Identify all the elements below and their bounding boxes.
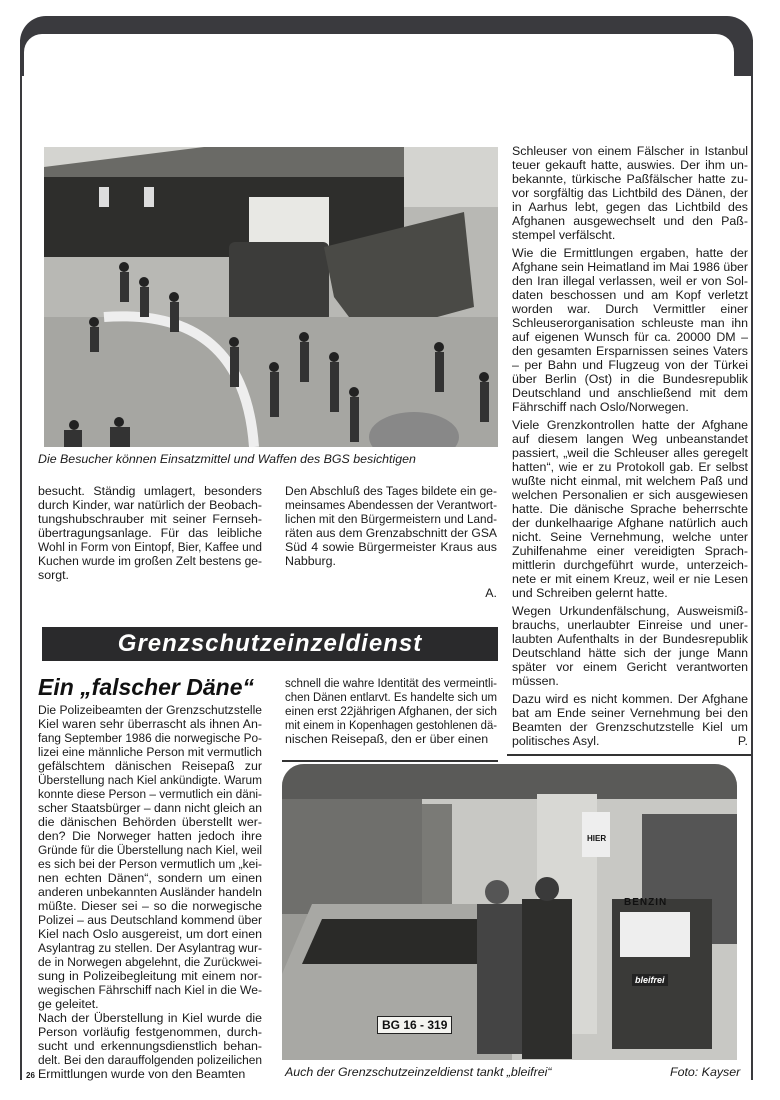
text-line: Kuchen wurde im großen Zelt bestens ge- [38,554,262,568]
text-line-content: politisches Asyl. [512,734,600,748]
text-line: Afghanen ausgewechselt und den Paß- [512,214,748,228]
text-line: wegischen Fährschiff nach Kiel in die We- [38,983,262,997]
text-line: Deutschland hätte sich der junge Mann [512,646,748,660]
paragraph [512,604,748,688]
text-line: auf eigenen Wunsch für ca. 20000 DM – [512,330,748,344]
sign-benzin: BENZIN [624,897,668,908]
text-line: Wie die Ermittlungen ergaben, hatte der [512,246,748,260]
text-line: anderen unbekannten Ausländer handeln [38,885,262,899]
text-line: teuer gekauft hatte, auswies. Der ihm un- [512,158,748,172]
signature-a: A. [485,586,497,600]
text-line: Gründe für die Überstellung nach Kiel, weil [38,843,262,857]
text-line: müssen. [512,674,559,688]
text-line: Kiel nach Oslo ausgereist, um dort einen [38,927,262,941]
text-line: nete er mit einem Kreuz, weil er nie Lesen [512,572,748,586]
text-line: sorgt. [38,568,69,582]
paragraph [512,144,748,242]
text-line: die dänischen Behörden überstellt wer- [38,815,262,829]
section-banner: Grenzschutzeinzeldienst [42,627,498,661]
text-line: und Schreiben gelernt hatte. [512,586,668,600]
text-line: Den Abschluß des Tages bildete ein ge- [285,484,497,498]
paragraph [512,246,748,414]
paragraph [38,1011,262,1081]
text-line: Polizei – aus Deutschland kommend über [38,913,262,927]
photo-credit: Foto: Kayser [670,1065,741,1079]
text-line: vor sorgfältig das Lichtbild des Dänen, der [512,186,748,200]
text-line: mit einem in Kopenhagen gestohlenen dä- [285,718,497,732]
photo-gas-station [282,764,737,1060]
license-plate: BG 16 - 319 [377,1016,452,1034]
text-line: Person vorläufig festgenommen, durch- [38,1025,262,1039]
text-line: sung in Polizeibegleitung mit einem nor- [38,969,262,983]
text-line: der dunkelhaarige Afghane natürlich auch [512,516,748,530]
paragraph [512,692,748,748]
text-line: de in Norwegen abgelehnt, die Zurückwei- [38,955,262,969]
text-line: Überstellung nach Kiel ankündigte. Warum [38,773,262,787]
signature-p: P. [737,734,748,748]
text-line: lichen mit den Bürgermeistern und Land- [285,512,497,526]
paragraph [38,703,262,1011]
text-line: den Iran illegal verlassen, weil er von Sol- [512,274,748,288]
text-line: welchen Personalien er sich ausgewiesen [512,488,748,502]
divider-rule [282,760,498,762]
text-line: fang September 1986 die norwegische Po- [38,731,262,745]
text-line: nicht. Seine Vernehmung, welche unter [512,530,748,544]
text-line: daten beschossen und am Kopf verletzt [512,288,748,302]
text-line: gefälschtem dänischen Reisepaß zur [38,759,262,773]
text-line: in Aarhus lebt, gegen das Lichtbild des [512,200,748,214]
text-line: Beamten der Grenzschutzstelle Kiel um [512,720,748,734]
article-column-3 [512,144,748,752]
text-line: müßte. Dieser sei – so die norwegische [38,899,262,913]
text-line: chen Dänen entlarvt. Es handelte sich um [285,690,497,704]
text-line: auf diesem langen Weg unbeanstandet [512,432,748,446]
photo-open-day [44,147,498,447]
text-line: passiert, „weil die Schleuser alles geregelt [512,446,748,460]
photo-open-day-image [44,147,498,447]
text-line: tungshubschrauber mit seiner Fernseh- [38,512,262,526]
text-line: nischen Reisepaß, den er über einen [285,732,489,746]
text-line: ge geleitet. [38,997,99,1011]
text-line: Schleuserorganisation schleuste man ihn [512,316,748,330]
text-line: den? Die Norweger hatten jedoch ihre [38,829,262,843]
text-line: Zuhilfenahme einer vereidigten Sprach- [512,544,748,558]
text-line: über Berlin (Ost) in die Bundesrepublik [512,372,748,386]
text-line: konnte diese Person – vermutlich ein däni- [38,787,262,801]
text-line: mittlerin durchgeführt wurde, unterzeich- [512,558,748,572]
text-line: später vor einem Gericht verantworten [512,660,748,674]
paragraph [512,418,748,600]
text-line: lizei eine männliche Person mit vermutlich [38,745,262,759]
text-line: Viele Grenzkontrollen hatte der Afghane [512,418,748,432]
paragraph [38,484,262,582]
text-line [512,734,748,748]
text-line: Süd 4 sowie Bürgermeister Kraus aus [285,540,497,554]
paragraph [285,484,497,568]
left-border [20,40,22,1080]
text-line: Nabburg. [285,554,336,568]
text-line: Wegen Urkundenfälschung, Ausweismiß- [512,604,748,618]
header-bar-inner [24,34,734,94]
paragraph [285,676,497,746]
text-line: hatten“, wie er zu Protokoll gab. Er selbst [512,460,748,474]
text-line: bat am Ende seiner Vernehmung bei den [512,706,748,720]
text-line: besucht. Ständig umlagert, besonders [38,484,262,498]
text-line: Deutschland und anschließend mit dem [512,386,748,400]
text-line: übertragungsanlage. Für das leibliche [38,526,262,540]
text-line: den gesamten Ersparnissen seines Vaters [512,344,748,358]
article-title: Ein „falscher Däne“ [38,674,255,700]
text-line: Fährschiff nach Oslo/Norwegen. [512,400,689,414]
column-1-upper [38,484,262,586]
text-line: es sich bei der Person vermutlich um „kei- [38,857,262,871]
text-line: hatte. Die dänische Sprache beherrschte [512,502,748,516]
text-line: brauchs, unerlaubter Einreise und uner- [512,618,748,632]
text-line: Nach der Überstellung in Kiel wurde die [38,1011,262,1025]
text-line: wußte nicht einmal, mit welchem Paß und [512,474,748,488]
text-line: meinsames Abendessen der Verantwort- [285,498,497,512]
text-line: schnell die wahre Identität des vermeintli- [285,676,497,690]
photo-gas-station-image [282,764,737,1060]
text-line: stempel verfälscht. [512,228,616,242]
text-line: Ermittlungen wurde von den Beamten [38,1067,246,1081]
photo-open-day-caption: Die Besucher können Einsatzmittel und Waffen des BGS besichtigen [38,452,416,466]
text-line: laubten Aufenthalts in der Bundesrepublik [512,632,748,646]
text-line: räten aus dem Grenzabschnitt der GSA [285,526,497,540]
divider-rule-right [507,754,751,756]
right-border [751,40,753,1080]
text-line: Die Polizeibeamten der Grenzschutzstelle [38,703,262,717]
text-line: nen echten Dänen“, sondern um einen [38,871,262,885]
article-column-1 [38,703,262,1081]
text-line: scher Staatsbürger – dann nicht gleich an [38,801,262,815]
photo-gas-station-caption: Auch der Grenzschutzeinzeldienst tankt „bleifrei“ [285,1065,552,1079]
text-line: Asylantrag zu stellen. Der Asylantrag wur- [38,941,262,955]
article-column-2 [285,676,497,750]
sign-bleifrei: bleifrei [632,974,668,986]
text-line: Kiel waren sehr überrascht als ihnen An- [38,717,262,731]
text-line: durch Kinder, war natürlich der Beobach- [38,498,262,512]
text-line: delt. Bei den darauffolgenden polizeilichen [38,1053,262,1067]
text-line: – per Bahn und Flugzeug von der Türkei [512,358,748,372]
sign-hier: HIER [587,834,607,843]
text-line: sucht und erkennungsdienstlich behan- [38,1039,262,1053]
text-line: einen erst 22jährigen Afghanen, der sich [285,704,497,718]
column-2-upper [285,484,497,572]
text-line: Schleuser von einem Fälscher in Istanbul [512,144,748,158]
page-number: 26 [26,1071,35,1080]
text-line: Afghane sein Heimatland im Mai 1986 über [512,260,748,274]
text-line: Dazu wird es nicht kommen. Der Afghane [512,692,748,706]
text-line: bekannte, türkische Paßfälscher hatte zu- [512,172,748,186]
text-line: worden war. Durch Vermittler einer [512,302,748,316]
text-line: Wohl in Form von Eintopf, Bier, Kaffee und [38,540,262,554]
